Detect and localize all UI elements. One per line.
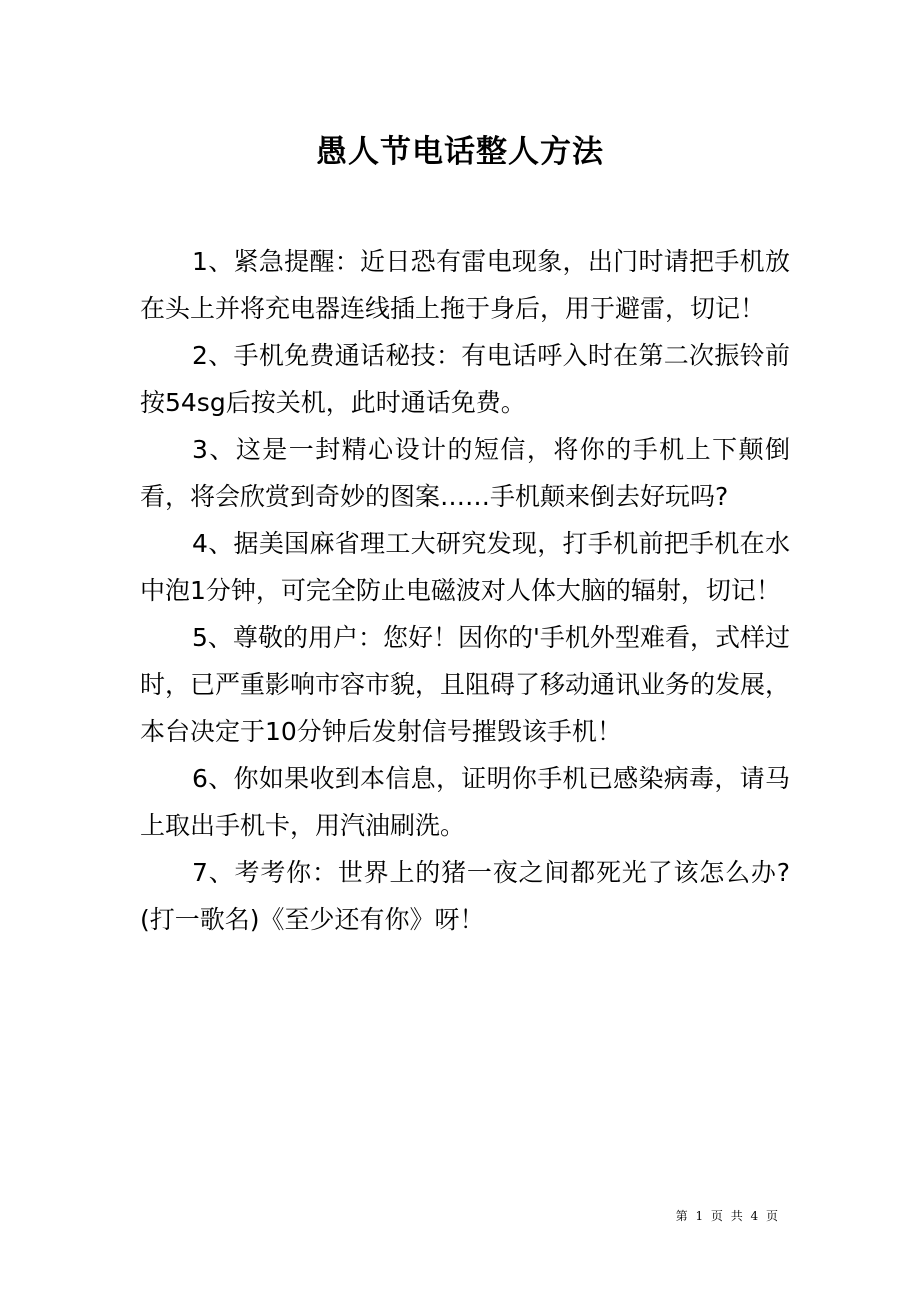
paragraph-2: 2、手机免费通话秘技：有电话呼入时在第二次振铃前按54sg后按关机，此时通话免费。 [140,341,790,417]
paragraph-7: 7、考考你：世界上的猪一夜之间都死光了该怎么办?(打一歌名)《至少还有你》呀！ [140,858,790,934]
document-title: 愚人节电话整人方法 [316,134,604,170]
paragraph-1: 1、紧急提醒：近日恐有雷电现象，出门时请把手机放在头上并将充电器连线插上拖于身后，用于避雷，切记！ [140,247,790,323]
paragraph-4: 4、据美国麻省理工大研究发现，打手机前把手机在水中泡1分钟，可完全防止电磁波对人体大脑的辐射，切记！ [140,529,790,605]
paragraph-5: 5、尊敬的用户：您好！因你的'手机外型难看，式样过时，已严重影响市容市貌，且阻碍了移动通讯业务的发展，本台决定于10分钟后发射信号摧毁该手机！ [140,623,791,746]
document-body [140,238,790,943]
page-number-footer: 第 1 页 共 4 页 [675,1209,780,1223]
paragraph-3: 3、这是一封精心设计的短信，将你的手机上下颠倒看，将会欣赏到奇妙的图案……手机颠来倒去好玩吗? [140,435,790,511]
paragraph-6: 6、你如果收到本信息，证明你手机已感染病毒，请马上取出手机卡，用汽油刷洗。 [140,764,790,840]
